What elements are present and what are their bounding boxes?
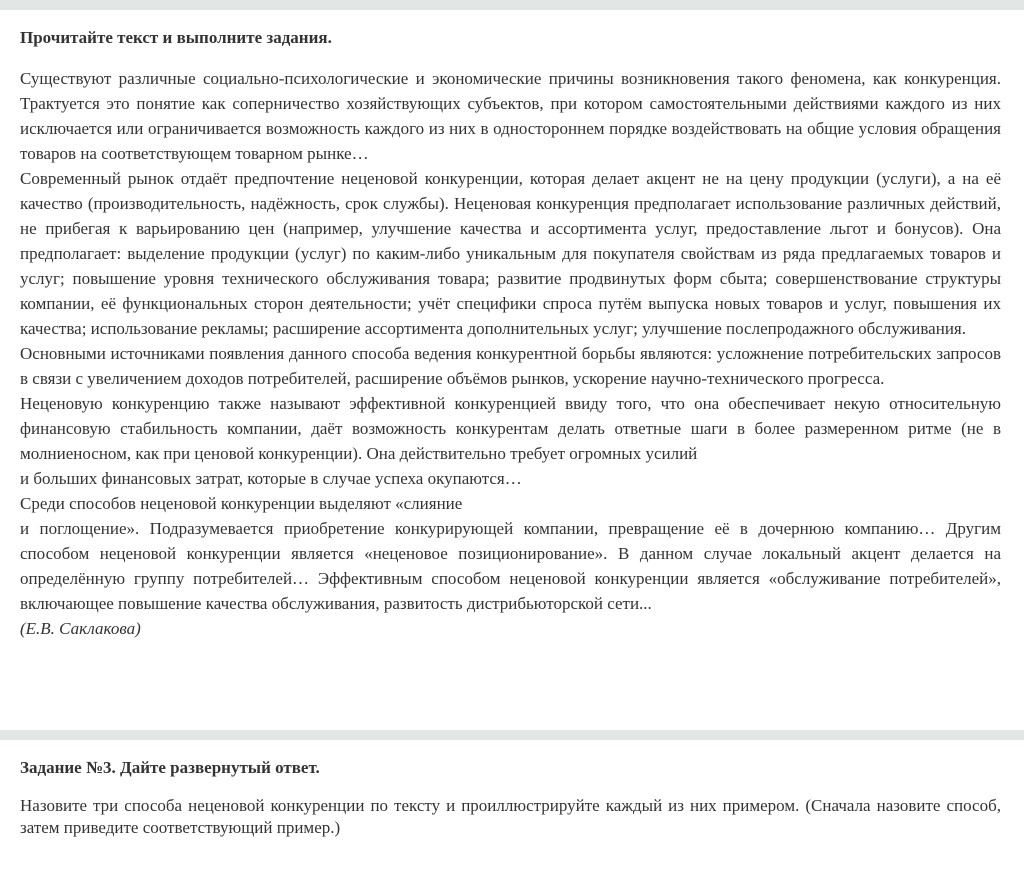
task-heading: Задание №3. Дайте развернутый ответ. — [20, 758, 320, 777]
task-instructions: Назовите три способа неценовой конкуренции по тексту и проиллюстрируйте каждый из них примером. (Сначала назовите способ, затем приведите соответствующий пример.) — [20, 796, 1001, 837]
text-paragraph-6: Среди способов неценовой конкуренции выделяют «слияние — [20, 494, 463, 513]
text-paragraph-7: и поглощение». Подразумевается приобретение конкурирующей компании, превращение её в дочернюю компанию… Другим способом неценовой конкуренции является «неценовое позиционирование». В данном случае локальный акцент делается на определённую группу потребителей… Эффективным способом неценовой конкуренции является «обслуживание потребителей», включающее повышение качества обслуживания, развитость дистрибьюторской сети... — [20, 519, 1001, 613]
text-paragraph-5: и больших финансовых затрат, которые в случае успеха окупаются… — [20, 469, 522, 488]
text-paragraph-1: Существуют различные социально-психологические и экономические причины возникновения такого феномена, как конкуренция. Трактуется это понятие как соперничество хозяйствующих субъектов, при котором самостоятельными действиями каждого из них исключается или ограничивается возможность каждого из них в одностороннем порядке воздействовать на общие условия обращения товаров на соответствующем товарном рынке… — [20, 69, 1001, 163]
text-author: (Е.В. Саклакова) — [20, 619, 141, 638]
text-paragraph-4: Неценовую конкуренцию также называют эффективной конкуренцией ввиду того, что она обеспечивает некую относительную финансовую стабильность компании, даёт возможность конкурентам делать ответные шаги в более размеренном ритме (не в молниеносном, как при ценовой конкуренции). Она действительно требует огромных усилий — [20, 394, 1001, 463]
task-block — [20, 757, 1001, 839]
text-paragraph-3: Основными источниками появления данного способа ведения конкурентной борьбы являются: усложнение потребительских запросов в связи с увеличением доходов потребителей, расширение объёмов рынков, ускорение научно-технического прогресса. — [20, 344, 1001, 388]
reading-heading: Прочитайте текст и выполните задания. — [20, 28, 332, 47]
top-divider — [0, 0, 1024, 10]
section-divider — [0, 730, 1024, 740]
text-paragraph-2: Современный рынок отдаёт предпочтение неценовой конкуренции, которая делает акцент не на цену продукции (услуги), а на её качество (производительность, надёжность, срок службы). Неценовая конкуренция предполагает использование различных действий, не прибегая к варьированию цен (например, улучшение качества и ассортимента услуг, предоставление льгот и бонусов). Она предполагает: выделение продукции (услуг) по каким-либо уникальным для покупателя свойствам из ряда предлагаемых товаров и услуг; повышение уровня технического обслуживания товара; развитие продвинутых форм сбыта; совершенствование структуры компании, её функциональных сторон деятельности; учёт специфики спроса путём выпуска новых товаров и услуг, повышения их качества; использование рекламы; расширение ассортимента дополнительных услуг; улучшение послепродажного обслуживания. — [20, 169, 1001, 338]
reading-text-block — [20, 27, 1001, 641]
